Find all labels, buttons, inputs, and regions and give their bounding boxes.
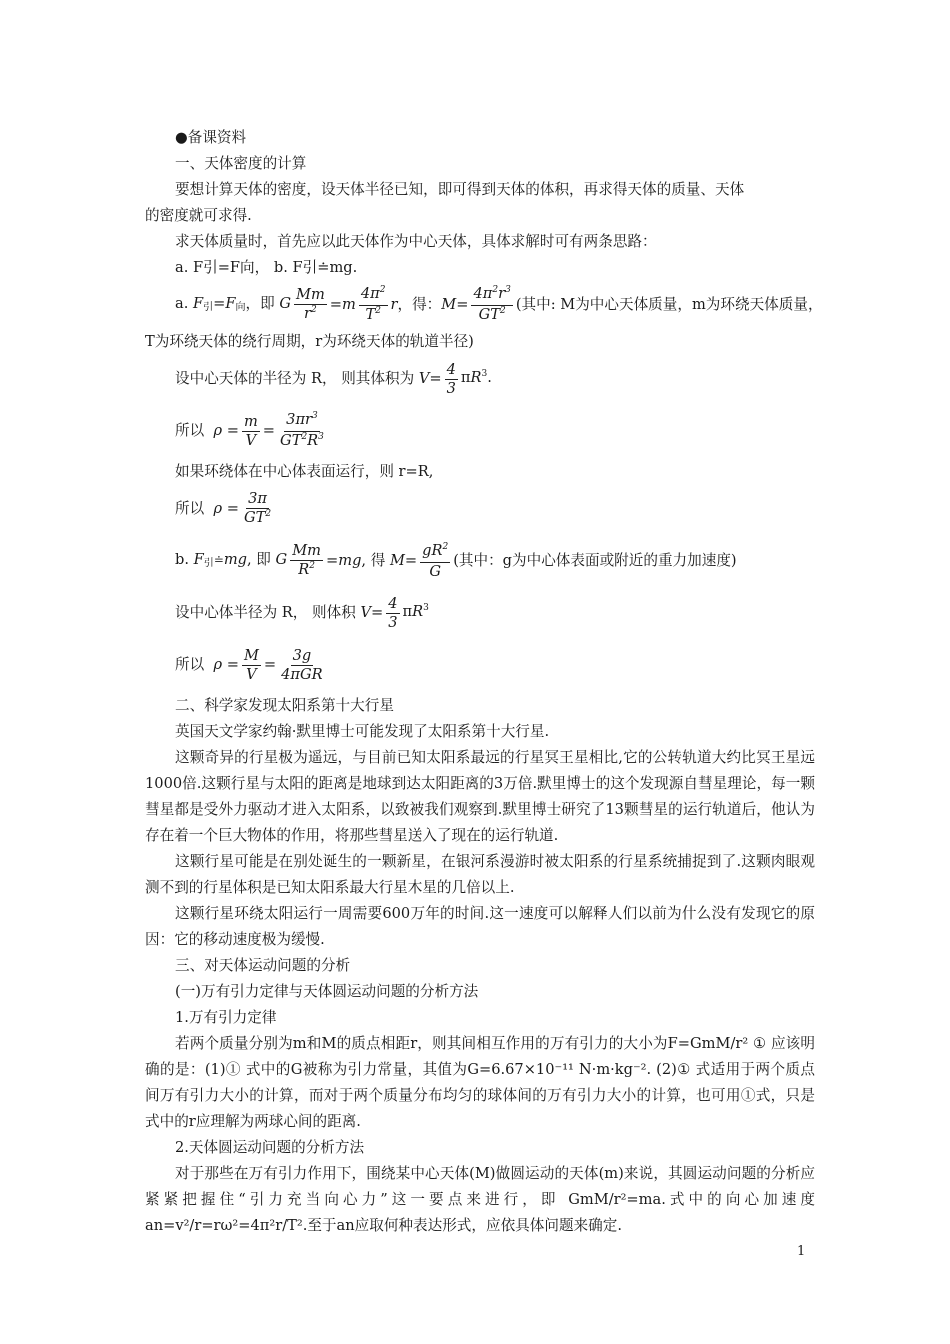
fraction: $\frac{3\pi}{GT^2}$ bbox=[243, 489, 272, 526]
formula-b: b. F引≐mg, 即 G $\frac{Mm}{R^2}$ =mg, 得 M= $\frac{gR^2}{G}$ (其中：g为中心体表面或附近的重力加速度) bbox=[175, 541, 737, 580]
fraction: $\frac{4\pi^2r^3}{GT^2}$ bbox=[473, 284, 511, 323]
density-formula-1: 所以 ρ = $\frac{m}{V}$ = $\frac{3\pi r^3}{GT^2R^3}$ bbox=[145, 403, 815, 459]
formula-a-note: (其中: M为中心天体质量，m为环绕天体质量， bbox=[515, 296, 823, 313]
ways-line: a. F引=F向， b. F引≐mg. bbox=[175, 259, 358, 276]
paragraph: 这颗行星可能是在别处诞生的一颗新星，在银河系漫游时被太阳系的行星系统捕捉到了.这颗肉眼观测不到的行星体积是已知太阳系最大行星木星的几倍以上. bbox=[145, 853, 815, 896]
page-number: 1 bbox=[797, 1244, 806, 1259]
fraction: $\frac{4}{3}$ bbox=[388, 594, 398, 631]
paragraph: 这颗行星环绕太阳运行一周需要600万年的时间.这一速度可以解释人们以前为什么没有发现它的原因：它的移动速度极为缓慢. bbox=[145, 905, 815, 948]
paragraph: 如果环绕体在中心体表面运行，则 r=R, bbox=[175, 463, 434, 480]
section-1-title: 一、天体密度的计算 bbox=[175, 155, 307, 172]
label-suoyi: 所以 bbox=[175, 656, 205, 673]
fraction: $\frac{4}{3}$ bbox=[446, 360, 456, 397]
paragraph: 求天体质量时，首先应以此天体作为中心天体，具体求解时可有两条思路： bbox=[175, 233, 657, 250]
formula-a: a. F引=F向，即 G $\frac{Mm}{r^2}$ =m $\frac{4\pi^2}{T^2}$ r ，得：M= $\frac{4\pi^2r^3}{GT^2}$ (其中: M为中心天体质量，m为环绕天体质量， bbox=[145, 281, 815, 329]
label-suoyi: 所以 bbox=[175, 500, 205, 517]
fraction: $\frac{gR^2}{G}$ bbox=[422, 541, 449, 580]
paragraph: 对于那些在万有引力作用下，围绕某中心天体(M)做圆运动的天体(m)来说，其圆运动问题的分析应紧紧把握住“引力充当向心力”这一要点来进行，即 GmM/r²=ma.式中的向心加速度 an=v²/r=rω²=4π²r/T².至于an应取何种表达形式，应依具体问题来确定. bbox=[145, 1165, 815, 1234]
volume-line-2: 设中心体半径为 R， 则体积 V= $\frac{4}{3}$ $\pi R^3$ bbox=[175, 594, 429, 631]
fraction: $\frac{Mm}{R^2}$ bbox=[292, 541, 321, 578]
density-formula-2: 所以 ρ = $\frac{3\pi}{GT^2}$ bbox=[145, 485, 815, 533]
fraction: $\frac{M}{V}$ bbox=[243, 646, 259, 683]
volume-text: 设中心体半径为 R， 则体积 bbox=[175, 604, 356, 621]
fraction: $\frac{4\pi^2}{T^2}$ bbox=[360, 284, 386, 323]
formula-b-note: (其中：g为中心体表面或附近的重力加速度) bbox=[453, 552, 737, 569]
paragraph: T为环绕天体的绕行周期，r为环绕天体的轨道半径) bbox=[145, 333, 474, 350]
heading: 1.万有引力定律 bbox=[175, 1009, 277, 1026]
paragraph: 要想计算天体的密度，设天体半径已知，即可得到天体的体积，再求得天体的质量、天体 bbox=[175, 181, 745, 198]
document-body bbox=[145, 118, 823, 1239]
heading: 2.天体圆运动问题的分析方法 bbox=[175, 1139, 365, 1156]
volume-text: 设中心天体的半径为 R， 则其体积为 bbox=[175, 370, 415, 387]
subsection-title: (一)万有引力定律与天体圆运动问题的分析方法 bbox=[175, 983, 479, 1000]
fraction: $\frac{3\pi r^3}{GT^2R^3}$ bbox=[280, 410, 324, 449]
density-formula-3: 所以 ρ = $\frac{M}{V}$ = $\frac{3g}{\text{4πGR}}$ bbox=[175, 646, 323, 683]
fraction: $\frac{m}{V}$ bbox=[243, 412, 258, 449]
paragraph: 这颗奇异的行星极为遥远，与目前已知太阳系最远的行星冥王星相比,它的公转轨道大约比冥王星远1000倍.这颗行星与太阳的距离是地球到达太阳距离的3万倍.默里博士的这个发现源自彗星理论，每一颗彗星都是受外力驱动才进入太阳系，以致被我们观察到.默里博士研究了13颗彗星的运行轨道后，他认为存在着一个巨大物体的作用，将那些彗星送入了现在的运行轨道. bbox=[145, 749, 815, 844]
fraction: $\frac{Mm}{r^2}$ bbox=[296, 285, 325, 322]
volume-line: 设中心天体的半径为 R， 则其体积为 V= $\frac{4}{3}$ $\pi R^3$. bbox=[175, 360, 492, 397]
label-suoyi: 所以 bbox=[175, 422, 205, 439]
section-2-title: 二、科学家发现太阳系第十大行星 bbox=[175, 697, 394, 714]
section-3-title: 三、对天体运动问题的分析 bbox=[175, 957, 351, 974]
section-header: ●备课资料 bbox=[175, 129, 247, 146]
paragraph: 的密度就可求得. bbox=[145, 207, 252, 224]
paragraph: 英国天文学家约翰·默里博士可能发现了太阳系第十大行星. bbox=[175, 723, 550, 740]
fraction: $\frac{3g}{\text{4πGR}}$ bbox=[281, 646, 323, 683]
paragraph: 若两个质量分别为m和M的质点相距r，则其间相互作用的万有引力的大小为F=GmM/r² ① 应该明确的是：(1)① 式中的G被称为引力常量，其值为G=6.67×10⁻¹¹ N·m·kg⁻². (2)① 式适用于两个质点间万有引力大小的计算，而对于两个质量分布均匀的球体间的万有引力大小的计算，也可用①式，只是式中的r应理解为两球心间的距离. bbox=[145, 1035, 815, 1130]
